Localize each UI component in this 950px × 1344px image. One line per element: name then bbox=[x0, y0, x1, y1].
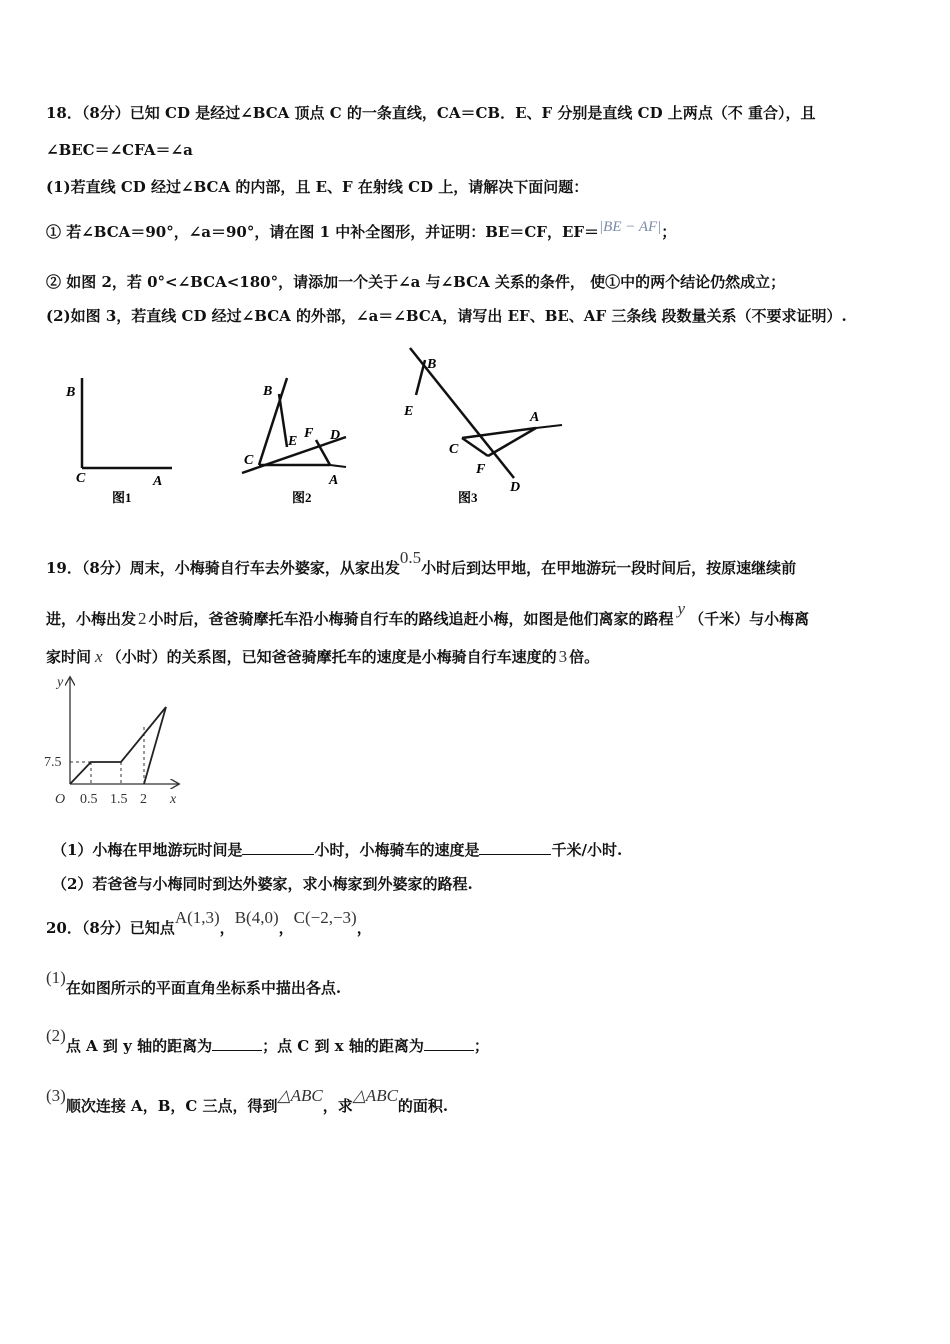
graph-x-tick-1-5: 1.5 bbox=[110, 792, 128, 807]
fig3-label-c: C bbox=[449, 442, 459, 457]
q18-abs-formula: |BE − AF| bbox=[599, 219, 662, 235]
q19-text-2c: （千米）与小梅离 bbox=[689, 610, 810, 628]
graph-origin: O bbox=[55, 792, 66, 807]
fig3-caption: 图3 bbox=[458, 490, 478, 505]
q19-var-x: x bbox=[95, 647, 103, 666]
q19-text-3c: 倍。 bbox=[569, 648, 600, 666]
figure-1 bbox=[65, 378, 172, 505]
q18-part-1: (1)若直线 CD 经过∠BCA 的内部，且 E、F 在射线 CD 上，请解决下面问题： bbox=[46, 178, 589, 196]
graph-y-label: y bbox=[57, 675, 64, 690]
q20-part1-text: 在如图所示的平面直角坐标系中描出各点. bbox=[65, 979, 342, 997]
q18-line-1: 18．（8分）已知 CD 是经过∠BCA 顶点 C 的一条直线，CA＝CB．E、F 分别是直线 CD 上两点（不 重合），且 bbox=[46, 104, 816, 122]
q20-sep-2: ， bbox=[278, 919, 294, 937]
q20-point-a: A(1,3) bbox=[174, 908, 220, 927]
q19-text-3b: （小时）的关系图，已知爸爸骑摩托车的速度是小梅骑自行车速度的 bbox=[106, 648, 557, 666]
q20-triangle-2: △ABC bbox=[352, 1086, 398, 1105]
q20-part3-text-a: 顺次连接 A，B，C 三点，得到 bbox=[65, 1097, 278, 1115]
q19-sub-2: （2）若爸爸与小梅同时到达外婆家，求小梅家到外婆家的路程. bbox=[52, 875, 473, 893]
graph-x-label: x bbox=[170, 792, 177, 807]
q18-part-2: (2)如图 3，若直线 CD 经过∠BCA 的外部，∠a＝∠BCA，请写出 EF、BE、AF 三条线 段数量关系（不要求证明）. bbox=[46, 307, 847, 325]
q19-text-2a: 进，小梅出发 bbox=[46, 610, 137, 628]
q18-part-1-item-1 bbox=[46, 219, 677, 243]
q19-line-1 bbox=[46, 548, 797, 578]
fig2-label-a: A bbox=[329, 473, 339, 488]
graph-x-tick-0-5: 0.5 bbox=[80, 792, 98, 807]
q20-part2-text-b: ；点 C 到 x 轴的距离为 bbox=[262, 1037, 424, 1055]
q19-text-1a: 19．（8分）周末，小梅骑自行车去外婆家，从家出发 bbox=[46, 559, 400, 577]
q20-point-c: C(−2,−3) bbox=[293, 908, 357, 927]
q20-text-1a: 20．（8分）已知点 bbox=[46, 919, 175, 937]
q20-sep-3: ， bbox=[356, 919, 372, 937]
q19-sub1-b: 小时，小梅骑车的速度是 bbox=[314, 841, 480, 859]
figure-3 bbox=[403, 348, 562, 505]
q19-answer-blank-1[interactable] bbox=[242, 840, 314, 855]
q20-part2-text-a: 点 A 到 y 轴的距离为 bbox=[65, 1037, 213, 1055]
q20-sep-1: ， bbox=[219, 919, 235, 937]
q19-var-y: y bbox=[677, 599, 686, 618]
q18-line-2: ∠BEC＝∠CFA＝∠a bbox=[46, 141, 193, 159]
q19-num-2: 2 bbox=[138, 609, 147, 628]
graph-y-tick: 7.5 bbox=[44, 755, 62, 770]
fig3-label-d: D bbox=[510, 480, 521, 495]
q20-part1-number: (1) bbox=[46, 968, 66, 987]
q20-triangle-1: △ABC bbox=[277, 1086, 323, 1105]
q20-part-1 bbox=[46, 968, 342, 998]
fig2-caption: 图2 bbox=[292, 490, 312, 505]
q19-graph bbox=[40, 672, 220, 812]
q20-part-2 bbox=[46, 1026, 489, 1056]
figure-2 bbox=[242, 378, 346, 505]
q19-num-3: 3 bbox=[558, 647, 568, 666]
q18-item1-text: ① 若∠BCA＝90°，∠a＝90°，请在图 1 中补全图形，并证明：BE＝CF，EF＝ bbox=[46, 223, 600, 241]
q19-text-2b: 小时后，爸爸骑摩托车沿小梅骑自行车的路线追赶小梅，如图是他们离家的路程 bbox=[148, 610, 674, 628]
q19-sub-1 bbox=[52, 840, 622, 860]
fig1-label-a: A bbox=[153, 474, 163, 489]
q20-part-3 bbox=[46, 1086, 449, 1116]
q20-part3-number: (3) bbox=[46, 1086, 66, 1105]
q18-part-1-item-2: ② 如图 2，若 0°<∠BCA<180°，请添加一个关于∠a 与∠BCA 关系的条件， 使①中的两个结论仍然成立； bbox=[46, 273, 786, 291]
fig2-label-c: C bbox=[244, 453, 254, 468]
fig2-label-b: B bbox=[263, 384, 273, 399]
q18-item1-end: ； bbox=[661, 223, 677, 241]
fig1-label-c: C bbox=[76, 471, 86, 486]
q20-part2-text-c: ； bbox=[473, 1037, 489, 1055]
q19-sub1-a: （1）小梅在甲地游玩时间是 bbox=[52, 841, 243, 859]
q20-part2-number: (2) bbox=[46, 1026, 66, 1045]
fig2-label-e: E bbox=[288, 434, 298, 449]
q19-sub1-c: 千米/小时. bbox=[551, 841, 623, 859]
fig3-label-a: A bbox=[530, 410, 540, 425]
fig3-label-b: B bbox=[427, 357, 437, 372]
q19-answer-blank-2[interactable] bbox=[479, 840, 551, 855]
q20-part3-text-c: 的面积. bbox=[397, 1097, 449, 1115]
q19-num-half: 0.5 bbox=[399, 548, 422, 567]
q19-text-3a: 家时间 bbox=[46, 648, 92, 666]
q20-part3-text-b: ，求 bbox=[322, 1097, 353, 1115]
fig2-label-d: D bbox=[330, 428, 341, 443]
q20-answer-blank-2[interactable] bbox=[424, 1036, 474, 1051]
fig2-label-f: F bbox=[304, 426, 314, 441]
q20-line-1 bbox=[46, 908, 372, 938]
fig1-caption: 图1 bbox=[112, 490, 132, 505]
q19-text-1b: 小时后到达甲地，在甲地游玩一段时间后，按原速继续前 bbox=[421, 559, 797, 577]
q18-figures bbox=[0, 340, 950, 520]
fig3-label-e: E bbox=[404, 404, 414, 419]
fig1-label-b: B bbox=[66, 385, 76, 400]
graph-x-tick-2: 2 bbox=[140, 792, 147, 807]
q19-line-2 bbox=[46, 599, 810, 629]
q20-point-b: B(4,0) bbox=[234, 908, 279, 927]
q19-line-3 bbox=[46, 647, 599, 667]
fig3-label-f: F bbox=[476, 462, 486, 477]
q20-answer-blank-1[interactable] bbox=[212, 1036, 262, 1051]
